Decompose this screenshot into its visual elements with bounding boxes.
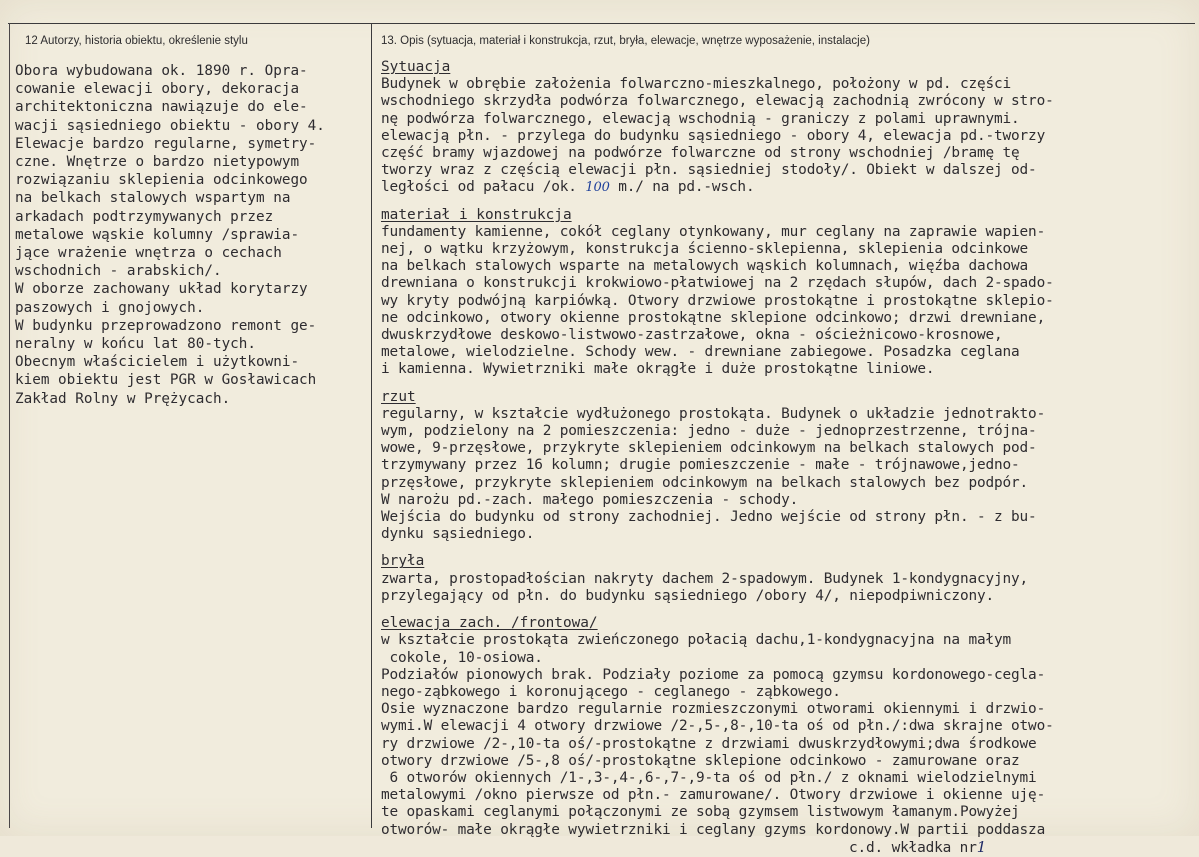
text-line: W narożu pd.-zach. małego pomieszczenia - schody. xyxy=(381,491,799,508)
text-line: Budynek w obrębie założenia folwarczno-mieszkalnego, położony w pd. części xyxy=(381,76,1012,93)
text-line: 6 otworów okiennych /1-,3-,4-,6-,7-,9-ta oś od płn./ z oknami wielodzielnymi xyxy=(381,769,1037,786)
text-line: metalowymi /okno pierwsze od płn.- zamurowane/. Otwory drzwiowe i okienne uję- xyxy=(381,787,1046,804)
text-line: arkadach podtrzymywanych przez xyxy=(15,208,274,225)
text-fragment: m./ na pd.-wsch. xyxy=(609,179,755,196)
text-line: wacji sąsiedniego obiektu - obory 4. xyxy=(15,117,325,134)
text-line: kiem obiektu jest PGR w Gosławicach xyxy=(15,372,317,389)
text-line: W budynku przeprowadzono remont ge- xyxy=(15,317,317,334)
text-line: regularny, w kształcie wydłużonego prostokąta. Budynek o układzie jednotrakto- xyxy=(381,405,1046,422)
text-line: dynku sąsiedniego. xyxy=(381,526,535,543)
text-line: na belkach stalowych wsparte na metalowych wąskich kolumnach, więźba dachowa xyxy=(381,258,1029,275)
text-line: na belkach stalowych wspartym na xyxy=(15,190,291,207)
text-line: tworzy wraz z częścią elewacji płn. sąsiedniej stodoły/. Obiekt w dalszej od- xyxy=(381,162,1037,179)
text-line: neralny w końcu lat 80-tych. xyxy=(15,336,257,353)
section-heading-bryla: bryła xyxy=(381,553,425,570)
text-line: rozwiązaniu sklepienia odcinkowego xyxy=(15,172,308,189)
text-line: wschodnich - arabskich/. xyxy=(15,263,222,280)
history-column xyxy=(15,62,369,408)
text-line: otworów- małe okrągłe wywietrzniki i ceglany gzyms kordonowy.W partii poddasza xyxy=(381,821,1046,838)
left-rule xyxy=(9,23,10,828)
field-12-header: 12 Autorzy, historia obiektu, określenie stylu xyxy=(25,35,248,47)
text-line: Elewacje bardzo regularne, symetry- xyxy=(15,135,317,152)
section-heading-elewacja: elewacja zach. /frontowa/ xyxy=(381,615,598,632)
text-line: elewacją płn. - przylega do budynku sąsiedniego - obory 4, elewacja pd.-tworzy xyxy=(381,127,1046,144)
text-line: czne. Wnętrze o bardzo nietypowym xyxy=(15,154,300,171)
text-line: przylegający od płn. do budynku sąsiedniego /obory 4/, niepodpiwniczony. xyxy=(381,587,995,604)
text-fragment: ległości od pałacu /ok. xyxy=(381,179,586,196)
text-line: wschodniego skrzydła podwórza folwarcznego, elewacją zachodnią zwrócony w stro- xyxy=(381,93,1054,110)
text-line: wym, podzielony na 2 pomieszczenia: jedno - duże - jednoprzestrzenne, trójna- xyxy=(381,423,1037,440)
text-line: wy kryty podwójną karpiówką. Otwory drzwiowe prostokątne i prostokątne sklepio- xyxy=(381,292,1054,309)
text-line: przęsłowe, przykryte sklepieniem odcinkowym na belkach stalowych bez podpór. xyxy=(381,474,1029,491)
text-line: otwory drzwiowe /5-,8 oś/-prostokątne sklepione odcinkowo - zamurowane oraz xyxy=(381,752,1020,769)
text-line: nego-ząbkowego i koronującego - ceglanego - ząbkowego. xyxy=(381,683,841,700)
text-line: jące wrażenie wnętrza o cechach xyxy=(15,245,282,262)
text-line: nę podwórza folwarcznego, elewacją wschodnią - graniczy z polami uprawnymi. xyxy=(381,110,1020,127)
handwritten-distance: 100 xyxy=(585,180,610,196)
description-column xyxy=(381,56,1196,857)
text-line: wymi.W elewacji 4 otwory drzwiowe /2-,5-,8-,10-ta oś od płn./:dwa skrajne otwo- xyxy=(381,718,1054,735)
column-divider xyxy=(371,23,372,828)
text-line: te opaskami ceglanymi połączonymi ze sobą gzymsem listwowym łamanym.Powyżej xyxy=(381,804,1020,821)
text-line: Zakład Rolny w Prężycach. xyxy=(15,390,231,407)
text-line: Podziałów pionowych brak. Podziały poziome za pomocą gzymsu kordonowego-cegla- xyxy=(381,666,1046,683)
section-heading-rzut: rzut xyxy=(381,388,416,405)
text-line xyxy=(381,179,1196,196)
field-13-header: 13. Opis (sytuacja, materiał i konstrukcja, rzut, bryła, elewacje, wnętrze wyposażenie, instalacje) xyxy=(381,35,870,47)
text-line: wowe, 9-przęsłowe, przykryte sklepieniem odcinkowym na belkach stalowych pod- xyxy=(381,440,1037,457)
section-heading-material: materiał i konstrukcja xyxy=(381,206,572,223)
text-line: W oborze zachowany układ korytarzy xyxy=(15,281,308,298)
text-line: ry drzwiowe /2-,10-ta oś/-prostokątne z drzwiami dwuskrzydłowymi;dwa środkowe xyxy=(381,735,1037,752)
text-line: Obecnym właścicielem i użytkowni- xyxy=(15,354,300,371)
text-line: część bramy wjazdowej na podwórze folwarczne od strony wschodniej /bramę tę xyxy=(381,145,1020,162)
text-line: Osie wyznaczone bardzo regularnie rozmieszczonymi otworami okiennymi i drzwio- xyxy=(381,701,1046,718)
text-line: cokole, 10-osiowa. xyxy=(381,649,543,666)
text-line: drewniana o konstrukcji krokwiowo-płatwiowej na 2 rzędach słupów, dach 2-spado- xyxy=(381,275,1054,292)
text-line: paszowych i gnojowych. xyxy=(15,299,205,316)
text-line: Obora wybudowana ok. 1890 r. Opra- xyxy=(15,63,308,79)
section-heading-sytuacja: Sytuacja xyxy=(381,59,451,75)
text-line: trzymywany przez 16 kolumn; drugie pomieszczenie - małe - trójnawowe,jedno- xyxy=(381,457,1020,474)
continued-prefix: c.d. wkładka nr xyxy=(849,839,977,856)
text-line: metalowe, wielodzielne. Schody wew. - drewniane zabiegowe. Posadzka ceglana xyxy=(381,344,1020,361)
text-line: fundamenty kamienne, cokół ceglany otynkowany, mur ceglany na zaprawie wapien- xyxy=(381,223,1046,240)
top-rule xyxy=(8,23,1195,24)
text-line: architektoniczna nawiązuje do ele- xyxy=(15,99,308,116)
text-line: metalowe wąskie kolumny /sprawia- xyxy=(15,226,300,243)
text-line: zwarta, prostopadłościan nakryty dachem 2-spadowym. Budynek 1-kondygnacyjny, xyxy=(381,570,1029,587)
text-line: nej, o wątku krzyżowym, konstrukcja ścienno-sklepienna, sklepienia odcinkowe xyxy=(381,241,1029,258)
text-line: i kamienna. Wywietrzniki małe okrągłe i duże prostokątne liniowe. xyxy=(381,361,935,378)
text-line: w kształcie prostokąta zwieńczonego połacią dachu,1-kondygnacyjna na małym xyxy=(381,632,1012,649)
text-line: dwuskrzydłowe deskowo-listwowo-zastrzałowe, okna - ościeżnicowo-krosnowe, xyxy=(381,327,1003,344)
text-line: Wejścia do budynku od strony zachodniej. Jedno wejście od strony płn. - z bu- xyxy=(381,509,1037,526)
continued-note xyxy=(381,839,1196,857)
text-line: ne odcinkowo, otwory okienne prostokątne sklepione odcinkowo; drzwi drewniane, xyxy=(381,309,1046,326)
text-line: cowanie elewacji obory, dekoracja xyxy=(15,81,300,98)
handwritten-insert-number: 1 xyxy=(976,838,987,856)
